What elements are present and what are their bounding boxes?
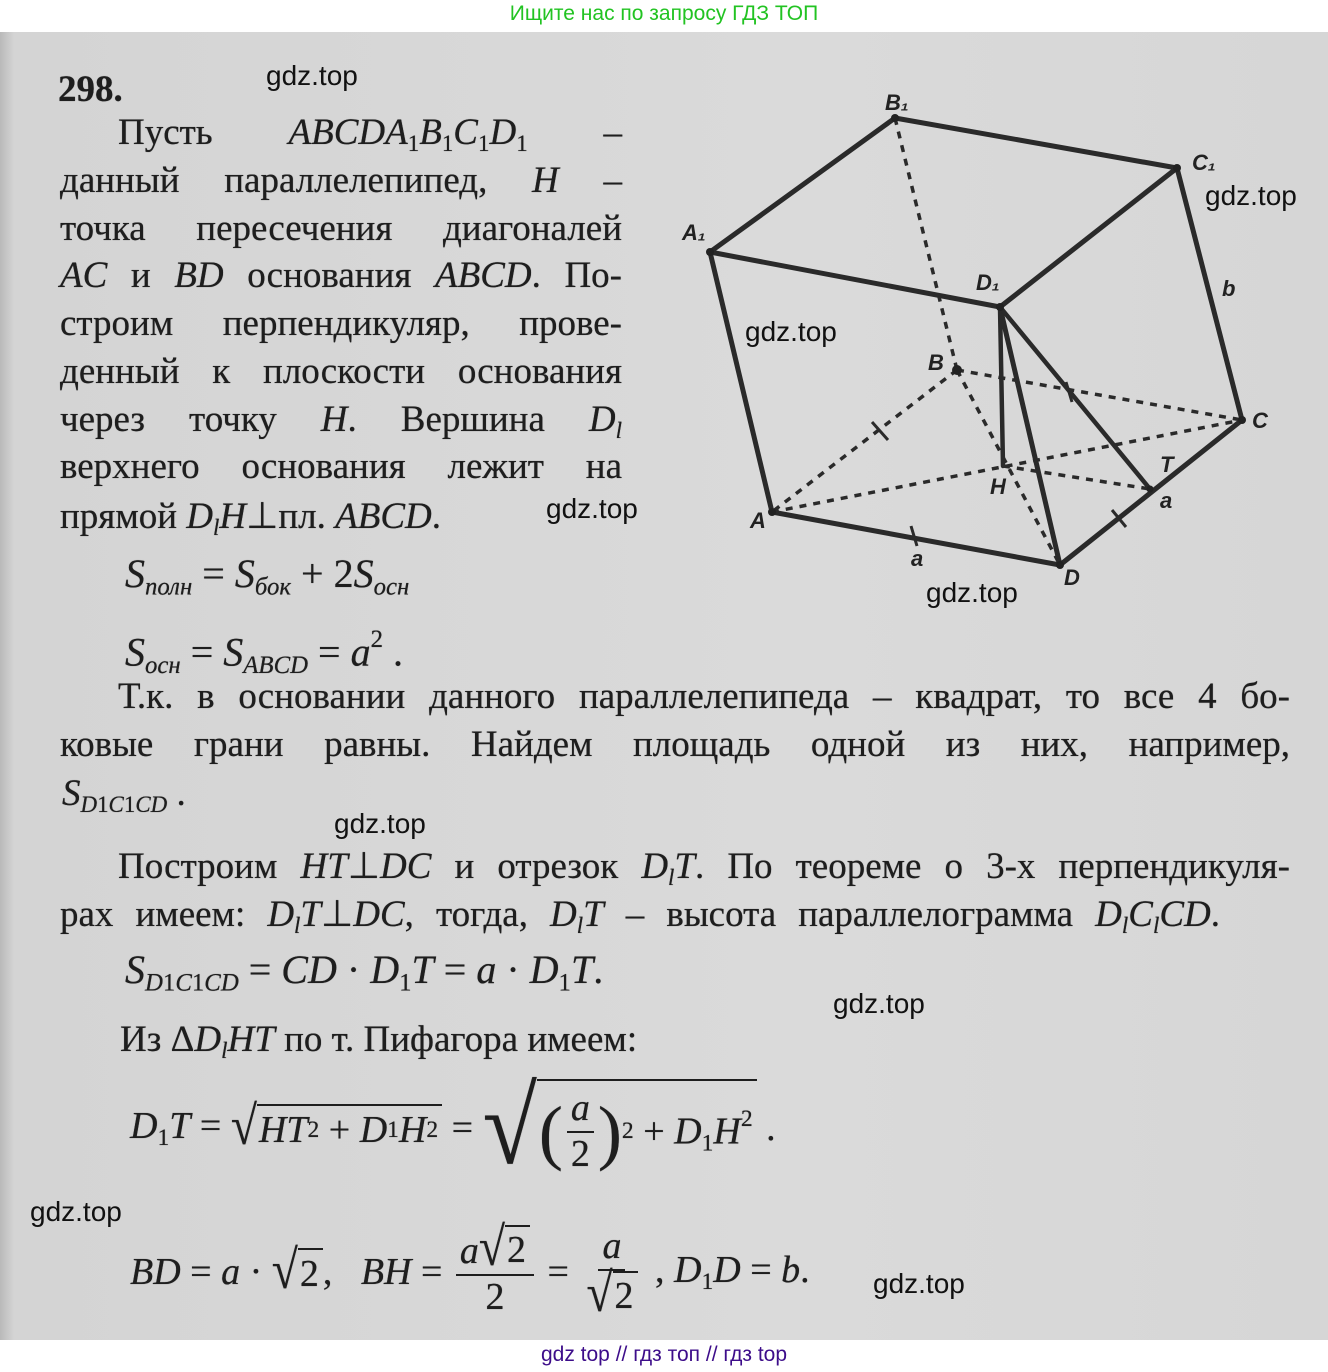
watermark: gdz.top bbox=[30, 1196, 122, 1227]
watermark: gdz.top bbox=[926, 577, 1018, 608]
paren-open: ( bbox=[538, 1091, 563, 1172]
text-segment: ABCD bbox=[435, 255, 532, 296]
text-segment: D bbox=[80, 791, 98, 817]
text-segment: · bbox=[496, 947, 530, 992]
text-segment: и bbox=[107, 255, 175, 296]
vertex-a-dot bbox=[768, 508, 776, 516]
denominator: 2 bbox=[570, 1132, 590, 1175]
denominator: 2 bbox=[485, 1275, 505, 1318]
text-segment: 2 bbox=[426, 1116, 439, 1143]
text-segment: D bbox=[194, 1019, 222, 1060]
text-segment: H bbox=[219, 496, 247, 537]
text-segment: ⊥пл. bbox=[246, 496, 336, 537]
text-segment: l bbox=[1152, 912, 1160, 938]
text-segment: CD bbox=[1159, 894, 1211, 935]
text-segment: BD bbox=[130, 1251, 181, 1293]
text-segment: D bbox=[529, 947, 559, 992]
text-segment: D bbox=[588, 399, 616, 440]
text-segment: ABCD bbox=[243, 652, 309, 680]
segment-ht bbox=[1003, 466, 1150, 489]
text-segment: денный к плоскости основания bbox=[60, 351, 622, 392]
text-segment: 1 bbox=[407, 130, 420, 156]
numerator: a bbox=[598, 1225, 625, 1271]
search-banner[interactable]: Ищите нас по запросу ГДЗ ТОП bbox=[509, 2, 819, 25]
text-segment: l bbox=[668, 864, 675, 890]
watermark: gdz.top bbox=[546, 493, 638, 524]
footer-links[interactable]: gdz top // гдз топ // гдз top bbox=[540, 1343, 788, 1366]
text-segment: ⊥ bbox=[347, 846, 381, 887]
text-segment: S bbox=[223, 629, 244, 675]
text-segment: – высота параллелограмма bbox=[603, 894, 1096, 935]
text-segment: S bbox=[62, 773, 81, 814]
label-c1: C₁ bbox=[1192, 150, 1216, 175]
text-segment: + bbox=[319, 1109, 360, 1151]
vertex-c1-dot bbox=[1173, 164, 1181, 172]
edge-a1d1 bbox=[710, 252, 1000, 307]
text-segment: S bbox=[125, 551, 145, 596]
text-segment: HT bbox=[258, 1109, 308, 1151]
numerator-a: a bbox=[459, 1229, 479, 1272]
text-segment: C bbox=[108, 791, 124, 817]
text-segment: T bbox=[674, 846, 695, 887]
text-segment: l bbox=[213, 514, 220, 540]
edge-c1d1 bbox=[1000, 168, 1177, 307]
text-segment: l bbox=[294, 912, 301, 938]
text-segment: = bbox=[411, 1251, 452, 1293]
vertex-d1-dot bbox=[996, 303, 1004, 311]
radical-sign-icon: √ bbox=[586, 1263, 613, 1324]
radicand: 2 bbox=[298, 1248, 323, 1296]
watermark: gdz.top bbox=[334, 808, 426, 839]
text-segment: = bbox=[192, 551, 235, 596]
text-segment: S bbox=[125, 947, 145, 992]
text-segment: . Вершина bbox=[347, 399, 589, 440]
text-segment: BD bbox=[174, 255, 224, 296]
text-segment: D bbox=[713, 1248, 741, 1291]
label-b: B bbox=[928, 350, 944, 375]
text-segment: данный параллелепипед, bbox=[60, 160, 533, 201]
text-segment: H bbox=[713, 1110, 741, 1153]
edge-a1b1 bbox=[710, 118, 895, 252]
vertex-b1-dot bbox=[891, 114, 899, 122]
edge-b1c1 bbox=[895, 118, 1177, 168]
text-segment: = bbox=[308, 629, 351, 675]
text-segment: a bbox=[476, 947, 497, 992]
radical-sign-icon: √ bbox=[482, 1067, 537, 1187]
separator: , bbox=[322, 1251, 361, 1293]
text-segment: = bbox=[238, 947, 282, 992]
edge-a1a bbox=[710, 252, 772, 512]
text-segment: T bbox=[411, 947, 434, 992]
text-segment: S bbox=[353, 551, 374, 596]
numerator: a bbox=[567, 1087, 594, 1133]
text-segment: 2 bbox=[370, 626, 383, 653]
text-segment: ковые грани равны. Найдем площадь одной из них, например, bbox=[60, 724, 1290, 765]
edge-ba-hidden bbox=[772, 370, 957, 512]
text-segment: прямой bbox=[60, 496, 187, 537]
text-segment: l bbox=[615, 417, 622, 443]
problem-number: 298. bbox=[58, 69, 123, 110]
text-segment: H bbox=[532, 160, 559, 201]
text-segment: . По- bbox=[531, 255, 623, 296]
text-segment: BH bbox=[360, 1251, 412, 1293]
text-segment: B bbox=[419, 112, 442, 153]
radical-sign-icon: √ bbox=[271, 1240, 298, 1301]
text-segment: D bbox=[186, 496, 214, 537]
text-segment: точка пересечения диагоналей bbox=[60, 208, 622, 249]
label-d1: D₁ bbox=[976, 270, 1000, 295]
period: . bbox=[756, 1107, 776, 1149]
text-segment: D bbox=[370, 947, 400, 992]
text-segment: 1 bbox=[123, 791, 136, 817]
text-segment: D bbox=[1095, 894, 1122, 935]
text-segment: T bbox=[583, 894, 604, 935]
radical-sign-icon: √ bbox=[230, 1096, 257, 1157]
text-segment: – bbox=[527, 112, 623, 153]
text-segment: , bbox=[645, 1248, 675, 1291]
text-segment: = bbox=[180, 1251, 222, 1293]
text-segment: верхнего основания лежит на bbox=[60, 446, 622, 487]
text-segment: a bbox=[350, 629, 371, 675]
vertex-b-dot bbox=[952, 365, 962, 375]
edge-b1b-hidden bbox=[895, 118, 957, 370]
text-segment: . bbox=[383, 629, 403, 675]
text-segment: · bbox=[336, 947, 371, 992]
text-segment: бок bbox=[254, 573, 292, 601]
label-d: D bbox=[1064, 565, 1080, 590]
text-segment: D bbox=[267, 894, 295, 935]
label-a: A bbox=[750, 508, 766, 533]
text-segment: . bbox=[167, 773, 186, 814]
text-segment: = bbox=[433, 947, 477, 992]
text-segment: l bbox=[1121, 912, 1129, 938]
text-segment: 2 bbox=[740, 1106, 753, 1133]
text-segment: , тогда, bbox=[404, 894, 551, 935]
text-segment: 1 bbox=[162, 969, 176, 997]
label-h: H bbox=[990, 474, 1006, 499]
text-segment: . bbox=[431, 496, 441, 537]
text-segment: · bbox=[240, 1251, 272, 1293]
text-segment: D bbox=[130, 1104, 158, 1147]
text-segment: 1 bbox=[191, 969, 205, 997]
text-segment: D bbox=[489, 112, 517, 153]
segment-d1h bbox=[1000, 307, 1003, 466]
text-segment: C bbox=[1128, 894, 1153, 935]
text-segment: = bbox=[190, 1104, 231, 1147]
text-segment: D bbox=[550, 894, 577, 935]
text-segment: + 2 bbox=[291, 551, 354, 596]
text-segment: CD bbox=[135, 791, 168, 817]
vertex-c-dot bbox=[1238, 416, 1246, 424]
text-segment: 1 bbox=[157, 1125, 170, 1152]
text-segment: S bbox=[234, 551, 255, 596]
text-segment: HT bbox=[300, 846, 348, 887]
text-segment: . По теореме о 3-х перпендикуля- bbox=[695, 846, 1290, 887]
text-segment: ⊥ bbox=[321, 894, 354, 935]
label-b1: B₁ bbox=[885, 90, 909, 115]
exponent: 2 bbox=[621, 1118, 634, 1145]
text-segment: осн bbox=[373, 573, 410, 601]
label-a-side-dc: a bbox=[1160, 488, 1173, 513]
radicand: 2 bbox=[613, 1271, 638, 1319]
text-segment: . bbox=[593, 947, 604, 992]
vertex-a1-dot bbox=[706, 248, 714, 256]
text-segment: 1 bbox=[701, 1269, 714, 1296]
text-segment: D bbox=[145, 969, 163, 997]
text-segment: 1 bbox=[97, 791, 109, 817]
label-b-edge: b bbox=[1222, 276, 1236, 301]
watermark: gdz.top bbox=[745, 316, 837, 347]
watermark: gdz.top bbox=[833, 988, 925, 1019]
text-segment: = bbox=[180, 629, 224, 675]
text-segment: по т. Пифагора имеем: bbox=[274, 1019, 638, 1060]
label-t: T bbox=[1160, 452, 1174, 477]
text-segment: T bbox=[169, 1104, 191, 1147]
text-segment: 1 bbox=[399, 969, 412, 997]
text-segment: HT bbox=[227, 1019, 275, 1060]
text-segment: строим перпендикуляр, прове- bbox=[60, 303, 622, 344]
text-segment: T bbox=[300, 894, 321, 935]
label-a1: A₁ bbox=[682, 220, 706, 245]
text-segment: D bbox=[674, 1248, 702, 1291]
text-segment: полн bbox=[145, 573, 193, 601]
text-segment: 1 bbox=[516, 130, 528, 156]
text-segment: ABCD bbox=[335, 496, 432, 537]
radicand: 2 bbox=[505, 1225, 530, 1273]
watermark: gdz.top bbox=[1205, 180, 1297, 211]
text-segment: Построим bbox=[118, 846, 301, 887]
text-segment: осн bbox=[145, 652, 181, 680]
text-segment: рах имеем: bbox=[60, 894, 268, 935]
equals: = bbox=[442, 1107, 483, 1149]
text-segment: Из Δ bbox=[120, 1019, 195, 1060]
text-segment: + bbox=[633, 1110, 675, 1153]
label-a-side-ad: a bbox=[911, 546, 924, 571]
text-segment: через точку bbox=[60, 399, 321, 440]
text-segment: b bbox=[781, 1248, 801, 1291]
watermark: gdz.top bbox=[873, 1268, 965, 1299]
text-segment: 1 bbox=[477, 130, 490, 156]
edge-dc bbox=[1060, 420, 1242, 565]
text-segment: C bbox=[175, 969, 192, 997]
text-segment: CD bbox=[281, 947, 337, 992]
watermark: gdz.top bbox=[266, 60, 358, 91]
text-segment: и отрезок bbox=[431, 846, 642, 887]
label-c: C bbox=[1252, 408, 1268, 433]
vertex-d-dot bbox=[1056, 561, 1064, 569]
text-segment: T bbox=[570, 947, 594, 992]
text-segment: . bbox=[1210, 894, 1220, 935]
paren-close: ) bbox=[597, 1091, 622, 1172]
text-segment: Т.к. в основании данного параллелепипеда – квадрат, то все 4 бо- bbox=[118, 676, 1290, 717]
text-segment: Пусть bbox=[118, 112, 289, 153]
text-segment: C bbox=[453, 112, 478, 153]
text-segment: ABCDA bbox=[288, 112, 408, 153]
text-segment: H bbox=[398, 1109, 427, 1151]
text-segment: l bbox=[576, 912, 584, 938]
text-segment: 1 bbox=[387, 1116, 399, 1143]
text-segment: – bbox=[558, 160, 622, 201]
text-segment: 1 bbox=[558, 969, 571, 997]
text-segment: l bbox=[221, 1037, 228, 1063]
point-t-dot bbox=[1147, 486, 1154, 493]
text-segment: 2 bbox=[307, 1116, 320, 1143]
text-segment: D bbox=[359, 1109, 388, 1151]
text-segment: S bbox=[125, 629, 145, 675]
text-segment: 1 bbox=[441, 130, 454, 156]
text-segment: DC bbox=[353, 894, 405, 935]
text-segment: DC bbox=[380, 846, 432, 887]
text-segment: D bbox=[674, 1110, 702, 1153]
text-segment: CD bbox=[204, 969, 239, 997]
text-segment: . bbox=[800, 1248, 810, 1291]
radical-sign-icon: √ bbox=[478, 1217, 505, 1278]
text-segment: 1 bbox=[701, 1130, 714, 1157]
text-segment: D bbox=[641, 846, 669, 887]
text-segment: основания bbox=[223, 255, 435, 296]
text-segment: AC bbox=[60, 255, 108, 296]
text-segment: H bbox=[320, 399, 348, 440]
text-segment: a bbox=[221, 1251, 241, 1293]
equals: = bbox=[538, 1251, 579, 1293]
text-segment: = bbox=[740, 1248, 782, 1291]
